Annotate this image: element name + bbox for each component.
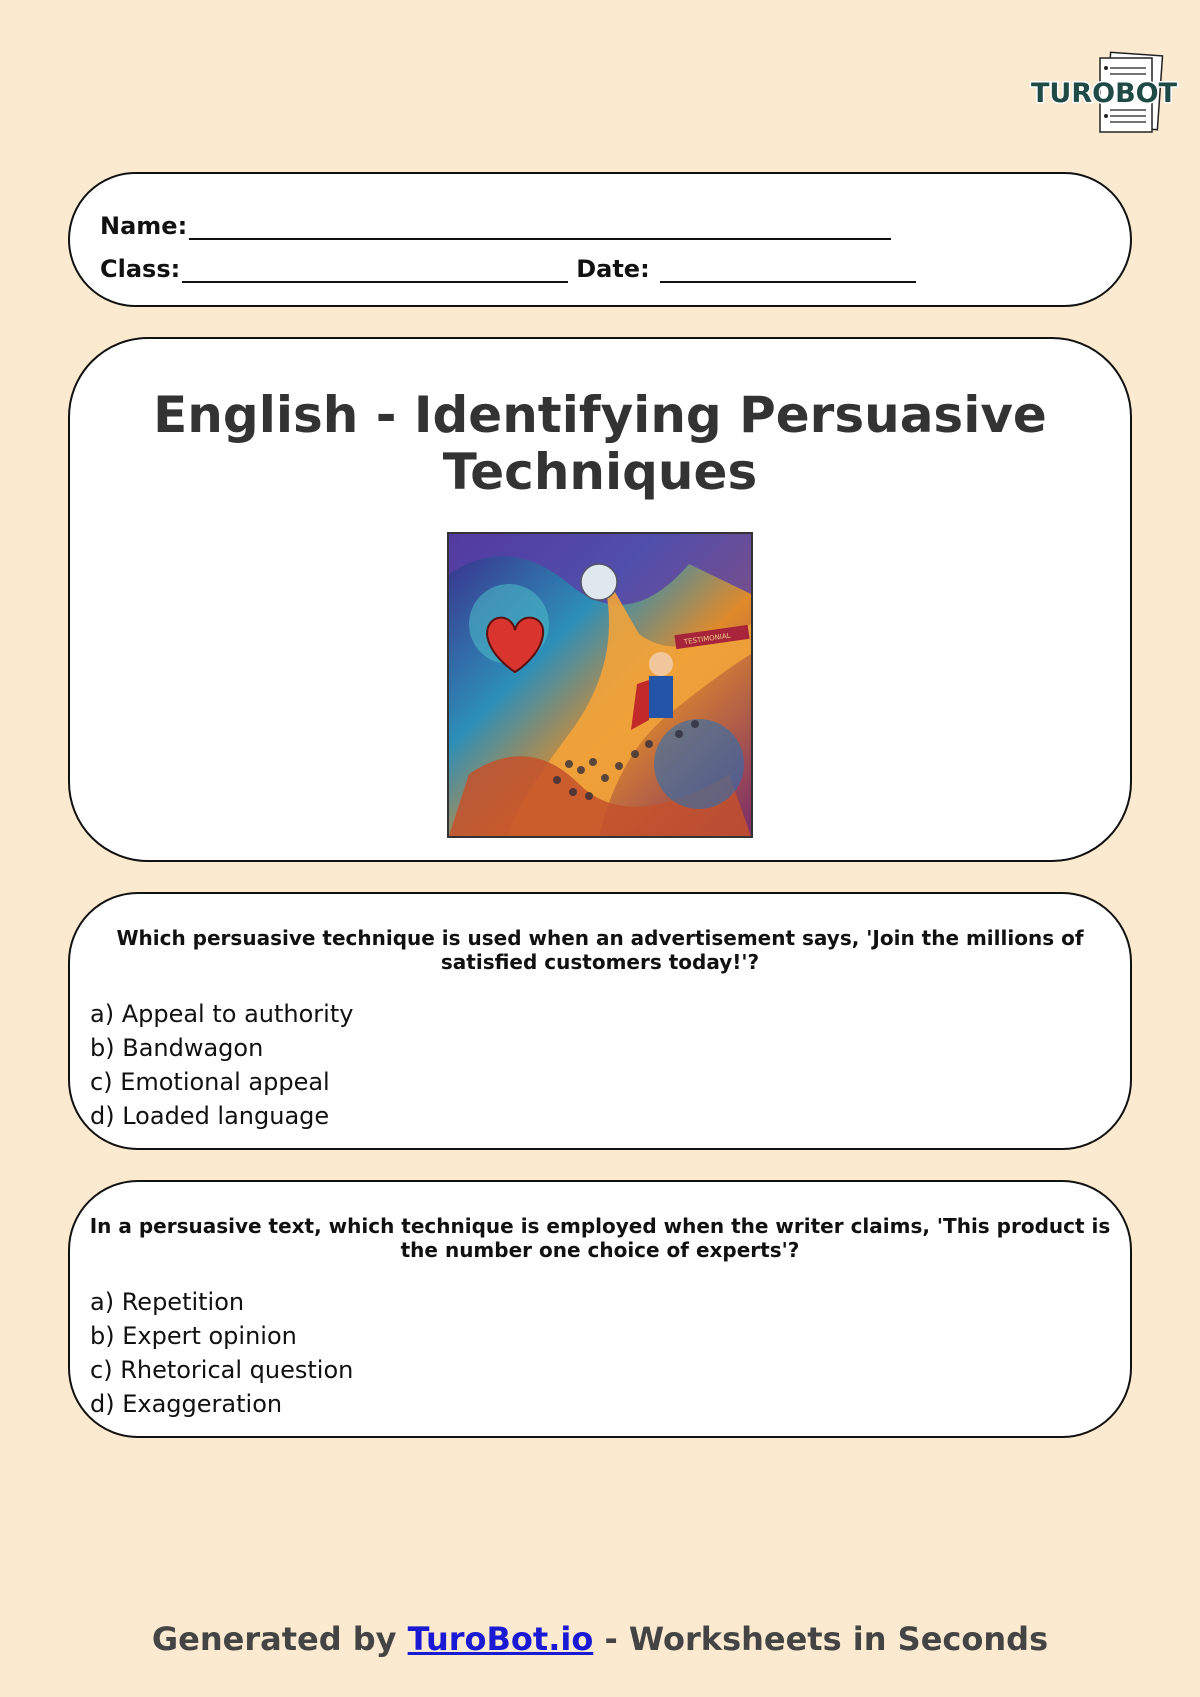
question-text: In a persuasive text, which technique is employed when the writer claims, 'This product is the number one choice of experts'? (89, 1214, 1111, 1262)
student-info-card (68, 172, 1132, 307)
persuasive-techniques-illustration (447, 532, 753, 838)
answer-options (90, 1285, 353, 1421)
answer-option-d[interactable]: d) Exaggeration (90, 1390, 283, 1418)
question-card-1 (68, 892, 1132, 1150)
turobot-link[interactable]: TuroBot.io (407, 1620, 594, 1658)
answer-option-a[interactable]: a) Appeal to authority (90, 1000, 354, 1028)
answer-option-d[interactable]: d) Loaded language (90, 1102, 330, 1130)
title-card (68, 337, 1132, 862)
class-field[interactable] (182, 257, 568, 283)
footer-prefix: Generated by (151, 1620, 408, 1658)
worksheet-title: English - Identifying Persuasive Techniques (153, 386, 1047, 501)
question-text: Which persuasive technique is used when an advertisement says, 'Join the millions of satisfied customers today!'? (116, 926, 1084, 974)
illustration-banner-text: TESTIMONIAL (683, 631, 732, 647)
class-label: Class: (100, 255, 181, 283)
answer-options (90, 997, 353, 1133)
turobot-logo-icon (1030, 52, 1178, 138)
answer-option-c[interactable]: c) Rhetorical question (90, 1356, 354, 1384)
date-field[interactable] (660, 257, 916, 283)
name-label: Name: (100, 212, 188, 240)
answer-option-a[interactable]: a) Repetition (90, 1288, 245, 1316)
date-label: Date: (576, 255, 650, 283)
name-row (100, 212, 891, 240)
footer (0, 1620, 1200, 1658)
answer-option-b[interactable]: b) Bandwagon (90, 1034, 264, 1062)
answer-option-b[interactable]: b) Expert opinion (90, 1322, 297, 1350)
footer-suffix: - Worksheets in Seconds (593, 1620, 1049, 1658)
logo-text: TUROBOT (1030, 78, 1178, 109)
question-card-2 (68, 1180, 1132, 1438)
answer-option-c[interactable]: c) Emotional appeal (90, 1068, 330, 1096)
class-date-row (100, 255, 916, 283)
name-field[interactable] (189, 214, 891, 240)
